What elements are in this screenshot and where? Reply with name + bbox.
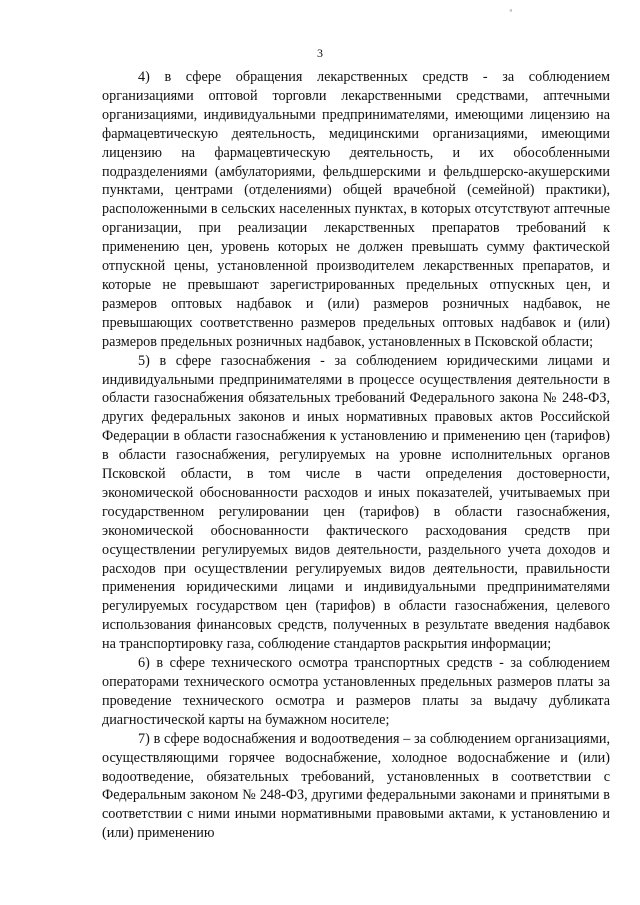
- corner-mark: ᵃ: [509, 6, 512, 16]
- paragraph-item-4: 4) в сфере обращения лекарственных средств - за соблюдением организациями оптовой торговли лекарственными средствами, аптечными организациями, индивидуальными предпринимателями, имеющими лицензию на фармацевтическую деятельность, медицинскими организациями, имеющими лицензию на фармацевтическую деятельность, и их обособленными подразделениями (амбулаториями, фельдшерскими и фельдшерско-акушерскими пунктами, центрами (отделениями) общей врачебной (семейной) практики), расположенными в сельских населенных пунктах, в которых отсутствуют аптечные организации, при реализации лекарственных препаратов требований к применению цен, уровень которых не должен превышать сумму фактической отпускной цены, установленной производителем лекарственных препаратов, и которые не превышают зарегистрированных предельных отпускных цен, и размеров оптовых надбавок и (или) размеров розничных надбавок, не превышающих соответственно размеров предельных оптовых надбавок и (или) размеров предельных розничных надбавок, установленных в Псковской области;: [102, 69, 610, 350]
- paragraph-item-6: 6) в сфере технического осмотра транспортных средств - за соблюдением операторами технического осмотра установленных предельных размеров платы за проведение технического осмотра и размеров платы за выдачу дубликата диагностической карты на бумажном носителе;: [102, 655, 610, 728]
- paragraph-item-7: 7) в сфере водоснабжения и водоотведения – за соблюдением организациями, осуществляющими горячее водоснабжение, холодное водоснабжение и (или) водоотведение, обязательных требований, установленных в соответствии с Федеральным законом № 248-ФЗ, другими федеральными законами и принятыми в соответствии с ними иными нормативными правовыми актами, к установлению и (или) применению: [102, 730, 610, 842]
- paragraph-item-5: 5) в сфере газоснабжения - за соблюдением юридическими лицами и индивидуальными предпринимателями в процессе осуществления деятельности в области газоснабжения обязательных требований Федерального закона № 248-ФЗ, других федеральных законов и иных нормативных правовых актов Российской Федерации в области газоснабжения к установлению и применению цен (тарифов) в области газоснабжения, регулируемых на уровне исполнительных органов Псковской области, в том числе в части определения достоверности, экономической обоснованности расходов и иных показателей, учитываемых при государственном регулировании цен (тарифов) в области газоснабжения, экономической обоснованности фактического расходования средств при осуществлении регулируемых видов деятельности, раздельного учета доходов и расходов при осуществлении регулируемых видов деятельности, правильности применения юридическими лицами и индивидуальными предпринимателями регулируемых государством цен (тарифов) в области газоснабжения, целевого использования финансовых средств, полученных в результате введения надбавок на транспортировку газа, соблюдение стандартов раскрытия информации;: [102, 352, 610, 653]
- page-number: 3: [317, 46, 323, 60]
- document-body: [102, 68, 610, 843]
